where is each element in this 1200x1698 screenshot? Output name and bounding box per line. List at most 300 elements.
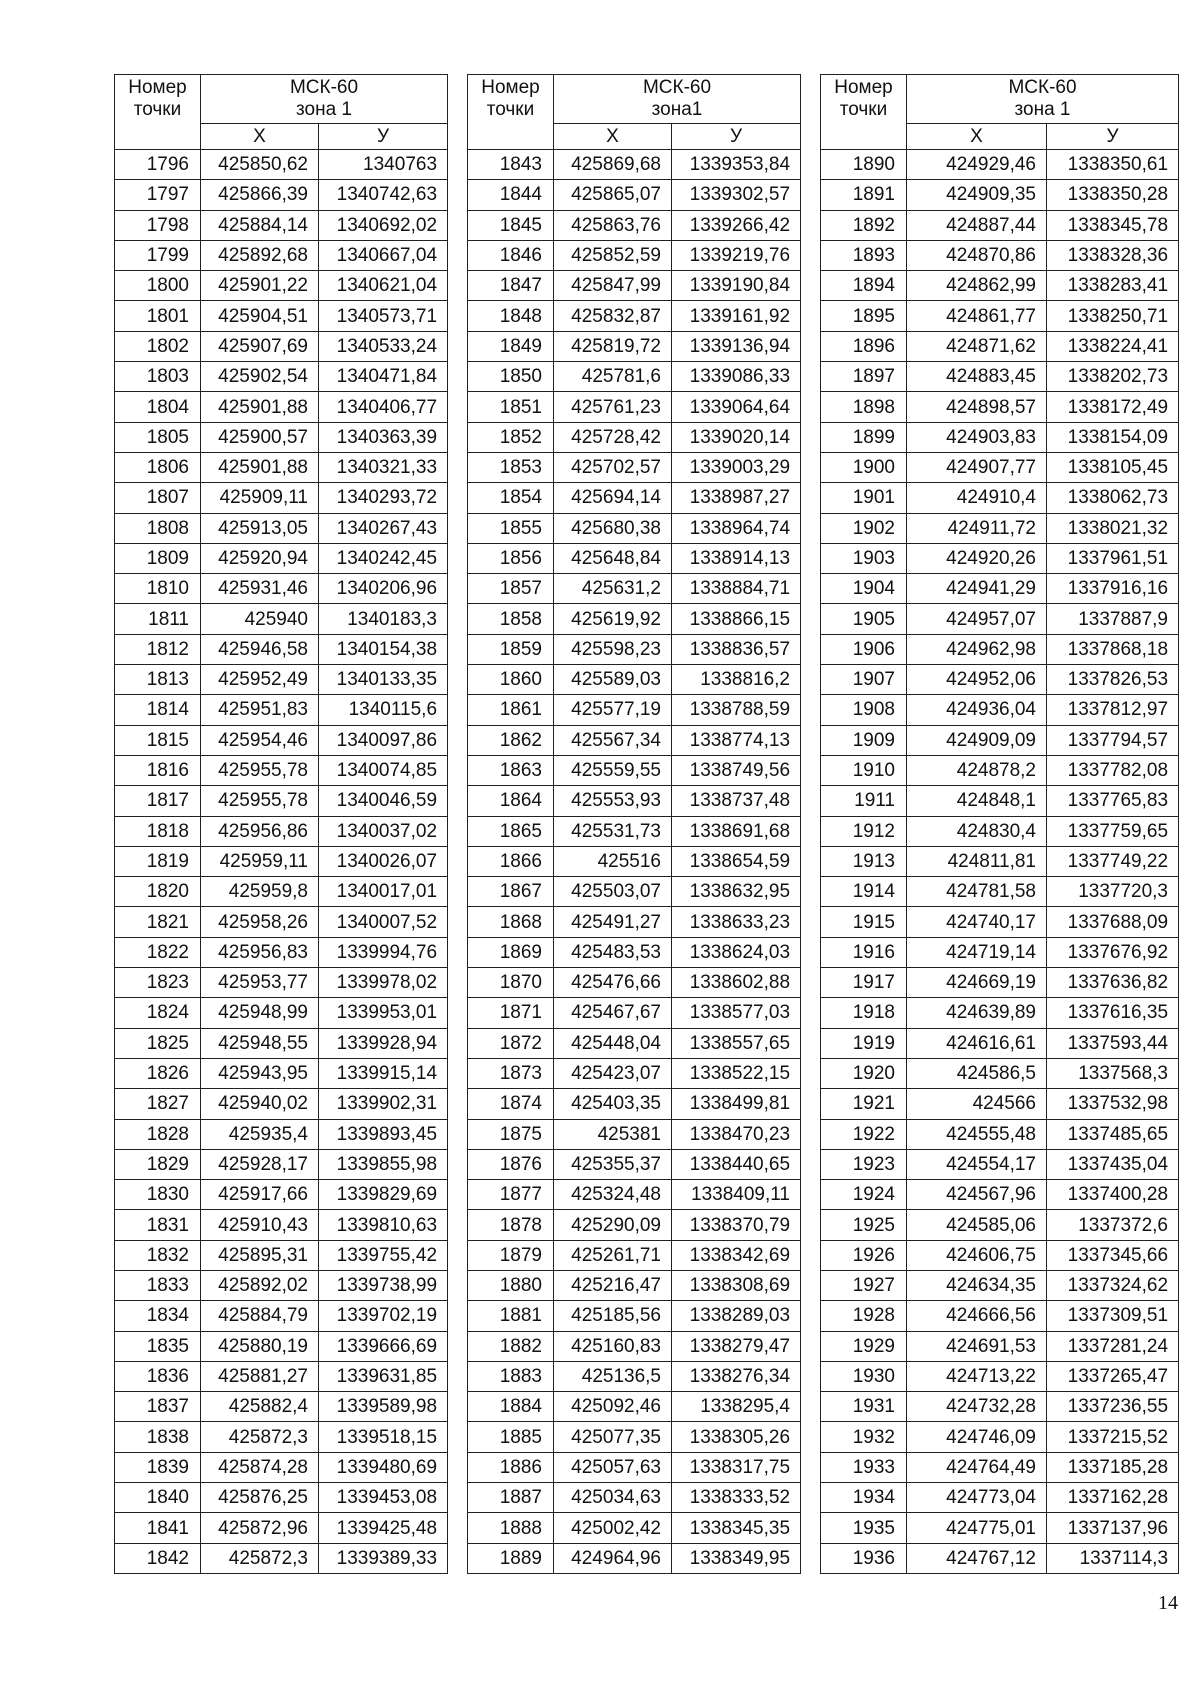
point-number-cell: 1874	[468, 1089, 554, 1119]
point-number-cell: 1833	[115, 1270, 201, 1300]
x-coordinate-cell: 424898,57	[907, 392, 1047, 422]
point-number-cell: 1889	[468, 1543, 554, 1573]
point-number-cell: 1850	[468, 362, 554, 392]
x-coordinate-cell: 425694,14	[554, 483, 672, 513]
table-row	[821, 271, 1179, 301]
x-coordinate-cell: 425892,02	[201, 1270, 319, 1300]
point-number-cell: 1827	[115, 1089, 201, 1119]
table-row	[821, 210, 1179, 240]
point-number-cell: 1821	[115, 907, 201, 937]
point-number-cell: 1848	[468, 301, 554, 331]
x-coordinate-cell: 424606,75	[907, 1240, 1047, 1270]
y-coordinate-cell: 1337616,35	[1047, 998, 1179, 1028]
table-row	[821, 937, 1179, 967]
y-coordinate-cell: 1339829,69	[319, 1180, 448, 1210]
zone-name: зона 1	[1014, 99, 1071, 120]
y-coordinate-cell: 1339953,01	[319, 998, 448, 1028]
table-row	[821, 1331, 1179, 1361]
x-coordinate-cell: 425847,99	[554, 271, 672, 301]
point-number-cell: 1882	[468, 1331, 554, 1361]
coordinate-system-header	[201, 75, 448, 124]
point-number-cell: 1858	[468, 604, 554, 634]
point-number-cell: 1797	[115, 180, 201, 210]
point-number-cell: 1842	[115, 1543, 201, 1573]
y-coordinate-cell: 1338557,65	[672, 1028, 801, 1058]
point-number-cell: 1894	[821, 271, 907, 301]
point-number-cell: 1905	[821, 604, 907, 634]
table-row	[115, 1301, 448, 1331]
y-coordinate-cell: 1338342,69	[672, 1240, 801, 1270]
table-row	[821, 1089, 1179, 1119]
y-coordinate-cell: 1338522,15	[672, 1058, 801, 1088]
point-number-cell: 1815	[115, 725, 201, 755]
table-row	[468, 1392, 801, 1422]
point-number-cell: 1922	[821, 1119, 907, 1149]
table-row	[468, 1058, 801, 1088]
table-row	[468, 1543, 801, 1573]
x-coordinate-cell: 424566	[907, 1089, 1047, 1119]
x-coordinate-cell: 425895,31	[201, 1240, 319, 1270]
y-coordinate-cell: 1338308,69	[672, 1270, 801, 1300]
x-coordinate-cell: 425503,07	[554, 877, 672, 907]
table-row	[821, 150, 1179, 180]
table-row	[468, 846, 801, 876]
point-number-cell: 1885	[468, 1422, 554, 1452]
table-row	[821, 1058, 1179, 1088]
x-coordinate-cell: 425852,59	[554, 240, 672, 270]
x-coordinate-cell: 425881,27	[201, 1361, 319, 1391]
point-number-header: Номер точки	[821, 75, 907, 150]
x-coordinate-cell: 425951,83	[201, 695, 319, 725]
table-row	[468, 543, 801, 573]
x-coordinate-cell: 425954,46	[201, 725, 319, 755]
x-coordinate-cell: 424634,35	[907, 1270, 1047, 1300]
point-number-cell: 1880	[468, 1270, 554, 1300]
table-row	[468, 271, 801, 301]
table-row	[115, 786, 448, 816]
y-coordinate-cell: 1337765,83	[1047, 786, 1179, 816]
x-coordinate-cell: 424567,96	[907, 1180, 1047, 1210]
point-number-cell: 1854	[468, 483, 554, 513]
y-coordinate-cell: 1338295,4	[672, 1392, 801, 1422]
table-row	[821, 1513, 1179, 1543]
table-row	[468, 634, 801, 664]
table-row	[115, 452, 448, 482]
point-number-cell: 1919	[821, 1028, 907, 1058]
table-row	[821, 513, 1179, 543]
table-row	[468, 301, 801, 331]
table-row	[821, 725, 1179, 755]
y-coordinate-cell: 1338749,56	[672, 755, 801, 785]
point-number-cell: 1807	[115, 483, 201, 513]
x-coordinate-cell: 425931,46	[201, 574, 319, 604]
table-row	[115, 1028, 448, 1058]
x-coordinate-cell: 425866,39	[201, 180, 319, 210]
table-row	[468, 1513, 801, 1543]
y-coordinate-cell: 1339589,98	[319, 1392, 448, 1422]
point-number-cell: 1910	[821, 755, 907, 785]
y-coordinate-cell: 1340007,52	[319, 907, 448, 937]
x-coordinate-cell: 425619,92	[554, 604, 672, 634]
point-number-cell: 1903	[821, 543, 907, 573]
x-coordinate-cell: 425940	[201, 604, 319, 634]
y-coordinate-cell: 1338350,28	[1047, 180, 1179, 210]
x-coordinate-cell: 425884,79	[201, 1301, 319, 1331]
x-coordinate-cell: 424962,98	[907, 634, 1047, 664]
point-number-cell: 1851	[468, 392, 554, 422]
point-number-cell: 1819	[115, 846, 201, 876]
table-row	[115, 543, 448, 573]
point-number-cell: 1808	[115, 513, 201, 543]
point-number-cell: 1798	[115, 210, 201, 240]
y-coordinate-cell: 1339666,69	[319, 1331, 448, 1361]
table-row	[468, 907, 801, 937]
point-number-cell: 1837	[115, 1392, 201, 1422]
y-coordinate-cell: 1337236,55	[1047, 1392, 1179, 1422]
table-row	[468, 574, 801, 604]
point-number-cell: 1834	[115, 1301, 201, 1331]
y-coordinate-cell: 1339302,57	[672, 180, 801, 210]
point-number-cell: 1859	[468, 634, 554, 664]
point-number-cell: 1865	[468, 816, 554, 846]
table-row	[115, 392, 448, 422]
y-coordinate-cell: 1338021,32	[1047, 513, 1179, 543]
y-coordinate-cell: 1337309,51	[1047, 1301, 1179, 1331]
x-coordinate-cell: 424920,26	[907, 543, 1047, 573]
coordinates-table-2	[467, 74, 801, 1574]
y-coordinate-cell: 1340017,01	[319, 877, 448, 907]
table-row	[115, 180, 448, 210]
x-coordinate-cell: 425589,03	[554, 665, 672, 695]
y-coordinate-cell: 1338062,73	[1047, 483, 1179, 513]
point-number-cell: 1803	[115, 362, 201, 392]
x-coordinate-cell: 425865,07	[554, 180, 672, 210]
y-coordinate-cell: 1340692,02	[319, 210, 448, 240]
table-row	[468, 937, 801, 967]
y-coordinate-cell: 1338737,48	[672, 786, 801, 816]
point-number-cell: 1907	[821, 665, 907, 695]
point-number-cell: 1844	[468, 180, 554, 210]
table-row	[115, 1058, 448, 1088]
y-coordinate-cell: 1337887,9	[1047, 604, 1179, 634]
x-coordinate-cell: 425423,07	[554, 1058, 672, 1088]
y-coordinate-cell: 1340621,04	[319, 271, 448, 301]
table-row	[115, 1270, 448, 1300]
point-number-cell: 1908	[821, 695, 907, 725]
point-number-cell: 1912	[821, 816, 907, 846]
table-row	[468, 1180, 801, 1210]
table-row	[115, 1240, 448, 1270]
x-coordinate-cell: 425913,05	[201, 513, 319, 543]
point-number-cell: 1921	[821, 1089, 907, 1119]
zone-name: зона 1	[296, 99, 352, 120]
point-number-cell: 1866	[468, 846, 554, 876]
y-coordinate-cell: 1339994,76	[319, 937, 448, 967]
table-header-row	[115, 75, 448, 124]
x-coordinate-cell: 425559,55	[554, 755, 672, 785]
y-coordinate-cell: 1337826,53	[1047, 665, 1179, 695]
table-row	[115, 604, 448, 634]
y-coordinate-cell: 1339020,14	[672, 422, 801, 452]
coordinate-system-header	[907, 75, 1179, 124]
table-row	[115, 695, 448, 725]
y-coordinate-cell: 1340471,84	[319, 362, 448, 392]
point-number-cell: 1920	[821, 1058, 907, 1088]
table-row	[115, 1361, 448, 1391]
point-number-cell: 1852	[468, 422, 554, 452]
y-coordinate-cell: 1338283,41	[1047, 271, 1179, 301]
point-number-cell: 1917	[821, 968, 907, 998]
point-number-cell: 1806	[115, 452, 201, 482]
y-coordinate-cell: 1338914,13	[672, 543, 801, 573]
point-number-cell: 1820	[115, 877, 201, 907]
x-coordinate-cell: 425516	[554, 846, 672, 876]
x-coordinate-cell: 425491,27	[554, 907, 672, 937]
y-coordinate-cell: 1338602,88	[672, 968, 801, 998]
x-coordinate-cell: 424964,96	[554, 1543, 672, 1573]
table-row	[821, 301, 1179, 331]
table-row	[468, 725, 801, 755]
x-coordinate-cell: 425935,4	[201, 1119, 319, 1149]
table-row	[821, 240, 1179, 270]
point-number-cell: 1845	[468, 210, 554, 240]
table-row	[821, 574, 1179, 604]
table-row	[468, 452, 801, 482]
x-coordinate-cell: 424764,49	[907, 1452, 1047, 1482]
table-row	[468, 1452, 801, 1482]
table-row	[468, 695, 801, 725]
x-coordinate-cell: 424861,77	[907, 301, 1047, 331]
x-coordinate-cell: 424903,83	[907, 422, 1047, 452]
system-name: МСК-60	[1008, 77, 1077, 98]
table-row	[821, 362, 1179, 392]
point-number-cell: 1853	[468, 452, 554, 482]
x-coordinate-cell: 425290,09	[554, 1210, 672, 1240]
point-number-cell: 1855	[468, 513, 554, 543]
y-coordinate-cell: 1340183,3	[319, 604, 448, 634]
x-coordinate-cell: 424830,4	[907, 816, 1047, 846]
x-coordinate-cell: 425092,46	[554, 1392, 672, 1422]
point-number-cell: 1830	[115, 1180, 201, 1210]
x-coordinate-cell: 425946,58	[201, 634, 319, 664]
x-coordinate-cell: 425553,93	[554, 786, 672, 816]
y-coordinate-cell: 1337372,6	[1047, 1210, 1179, 1240]
table-row	[468, 1331, 801, 1361]
table-row	[821, 1483, 1179, 1513]
y-coordinate-cell: 1339064,64	[672, 392, 801, 422]
x-coordinate-cell: 425863,76	[554, 210, 672, 240]
table-row	[115, 968, 448, 998]
table-row	[468, 1149, 801, 1179]
x-coordinate-cell: 425324,48	[554, 1180, 672, 1210]
point-number-cell: 1832	[115, 1240, 201, 1270]
point-number-cell: 1936	[821, 1543, 907, 1573]
point-number-cell: 1829	[115, 1149, 201, 1179]
y-coordinate-cell: 1339902,31	[319, 1089, 448, 1119]
point-number-cell: 1857	[468, 574, 554, 604]
x-coordinate-cell: 425476,66	[554, 968, 672, 998]
point-number-cell: 1906	[821, 634, 907, 664]
table-row	[821, 1210, 1179, 1240]
y-coordinate-cell: 1337568,3	[1047, 1058, 1179, 1088]
table-row	[115, 755, 448, 785]
y-coordinate-cell: 1340533,24	[319, 331, 448, 361]
table-row	[468, 665, 801, 695]
point-number-cell: 1860	[468, 665, 554, 695]
y-coordinate-cell: 1339893,45	[319, 1119, 448, 1149]
point-number-cell: 1926	[821, 1240, 907, 1270]
y-coordinate-cell: 1338409,11	[672, 1180, 801, 1210]
y-coordinate-cell: 1337676,92	[1047, 937, 1179, 967]
point-number-cell: 1846	[468, 240, 554, 270]
table-row	[115, 1331, 448, 1361]
point-number-cell: 1876	[468, 1149, 554, 1179]
y-coordinate-cell: 1337532,98	[1047, 1089, 1179, 1119]
x-coordinate-cell: 425648,84	[554, 543, 672, 573]
x-coordinate-cell: 425531,73	[554, 816, 672, 846]
x-coordinate-cell: 424767,12	[907, 1543, 1047, 1573]
x-coordinate-cell: 425892,68	[201, 240, 319, 270]
point-number-cell: 1881	[468, 1301, 554, 1331]
table-row	[821, 543, 1179, 573]
point-number-cell: 1812	[115, 634, 201, 664]
x-coordinate-cell: 425483,53	[554, 937, 672, 967]
point-number-cell: 1800	[115, 271, 201, 301]
table-row	[115, 483, 448, 513]
y-coordinate-cell: 1338105,45	[1047, 452, 1179, 482]
x-coordinate-cell: 425160,83	[554, 1331, 672, 1361]
point-number-cell: 1870	[468, 968, 554, 998]
y-coordinate-cell: 1340074,85	[319, 755, 448, 785]
y-coordinate-cell: 1339978,02	[319, 968, 448, 998]
y-coordinate-cell: 1339219,76	[672, 240, 801, 270]
y-coordinate-cell: 1339928,94	[319, 1028, 448, 1058]
point-number-cell: 1868	[468, 907, 554, 937]
x-coordinate-cell: 425702,57	[554, 452, 672, 482]
table-row	[821, 1392, 1179, 1422]
coordinate-system-header	[554, 75, 801, 124]
y-coordinate-cell: 1337749,22	[1047, 846, 1179, 876]
table-row	[468, 1119, 801, 1149]
x-coordinate-cell: 425948,55	[201, 1028, 319, 1058]
point-number-cell: 1924	[821, 1180, 907, 1210]
x-coordinate-cell: 425850,62	[201, 150, 319, 180]
point-number-cell: 1843	[468, 150, 554, 180]
table-row	[821, 877, 1179, 907]
point-number-cell: 1892	[821, 210, 907, 240]
table-row	[821, 452, 1179, 482]
point-number-cell: 1799	[115, 240, 201, 270]
y-coordinate-cell: 1338349,95	[672, 1543, 801, 1573]
x-coordinate-cell: 424870,86	[907, 240, 1047, 270]
table-row	[115, 1210, 448, 1240]
table-row	[468, 513, 801, 543]
point-number-cell: 1895	[821, 301, 907, 331]
system-name: МСК-60	[289, 77, 359, 98]
x-coordinate-cell: 425832,87	[554, 301, 672, 331]
point-number-cell: 1839	[115, 1452, 201, 1482]
x-coordinate-cell: 425900,57	[201, 422, 319, 452]
y-coordinate-cell: 1339425,48	[319, 1513, 448, 1543]
table-row	[821, 846, 1179, 876]
y-coordinate-cell: 1338370,79	[672, 1210, 801, 1240]
table-row	[115, 1392, 448, 1422]
x-coordinate-cell: 425002,42	[554, 1513, 672, 1543]
table-row	[468, 786, 801, 816]
table-row	[821, 1119, 1179, 1149]
y-coordinate-cell: 1340763	[319, 150, 448, 180]
table-row	[115, 513, 448, 543]
y-coordinate-cell: 1339136,94	[672, 331, 801, 361]
y-coordinate-cell: 1338816,2	[672, 665, 801, 695]
point-number-cell: 1811	[115, 604, 201, 634]
y-coordinate-cell: 1338624,03	[672, 937, 801, 967]
x-coordinate-cell: 425882,4	[201, 1392, 319, 1422]
x-coordinate-cell: 425467,67	[554, 998, 672, 1028]
table-row	[821, 331, 1179, 361]
point-number-cell: 1849	[468, 331, 554, 361]
y-coordinate-cell: 1337485,65	[1047, 1119, 1179, 1149]
table-row	[115, 1149, 448, 1179]
y-coordinate-cell: 1339480,69	[319, 1452, 448, 1482]
coordinates-table-3	[820, 74, 1179, 1574]
y-coordinate-cell: 1338305,26	[672, 1422, 801, 1452]
table-row	[468, 150, 801, 180]
x-column-header: X	[907, 124, 1047, 150]
x-coordinate-cell: 425136,5	[554, 1361, 672, 1391]
table-row	[468, 816, 801, 846]
x-coordinate-cell: 424811,81	[907, 846, 1047, 876]
point-number-cell: 1923	[821, 1149, 907, 1179]
y-coordinate-cell: 1339266,42	[672, 210, 801, 240]
point-number-cell: 1914	[821, 877, 907, 907]
point-number-header: Номер точки	[468, 75, 554, 150]
table-row	[115, 1422, 448, 1452]
zone-name: зона1	[651, 99, 703, 120]
y-coordinate-cell: 1338470,23	[672, 1119, 801, 1149]
x-coordinate-cell: 424691,53	[907, 1331, 1047, 1361]
x-column-header: X	[201, 124, 319, 150]
x-coordinate-cell: 424555,48	[907, 1119, 1047, 1149]
x-coordinate-cell: 425876,25	[201, 1483, 319, 1513]
y-coordinate-cell: 1339353,84	[672, 150, 801, 180]
x-coordinate-cell: 425761,23	[554, 392, 672, 422]
table-row	[115, 846, 448, 876]
x-coordinate-cell: 425902,54	[201, 362, 319, 392]
table-row	[821, 1028, 1179, 1058]
y-coordinate-cell: 1337185,28	[1047, 1452, 1179, 1482]
table-row	[468, 240, 801, 270]
point-number-cell: 1932	[821, 1422, 907, 1452]
x-coordinate-cell: 425920,94	[201, 543, 319, 573]
y-coordinate-cell: 1340667,04	[319, 240, 448, 270]
point-number-cell: 1887	[468, 1483, 554, 1513]
y-coordinate-cell: 1338279,47	[672, 1331, 801, 1361]
point-number-cell: 1818	[115, 816, 201, 846]
y-coordinate-cell: 1339915,14	[319, 1058, 448, 1088]
x-coordinate-cell: 425952,49	[201, 665, 319, 695]
table-row	[468, 1240, 801, 1270]
point-number-cell: 1838	[115, 1422, 201, 1452]
x-coordinate-cell: 425381	[554, 1119, 672, 1149]
y-coordinate-cell: 1337961,51	[1047, 543, 1179, 573]
y-coordinate-cell: 1337759,65	[1047, 816, 1179, 846]
y-coordinate-cell: 1338577,03	[672, 998, 801, 1028]
table-row	[468, 604, 801, 634]
y-coordinate-cell: 1340267,43	[319, 513, 448, 543]
x-coordinate-cell: 425598,23	[554, 634, 672, 664]
point-number-cell: 1928	[821, 1301, 907, 1331]
